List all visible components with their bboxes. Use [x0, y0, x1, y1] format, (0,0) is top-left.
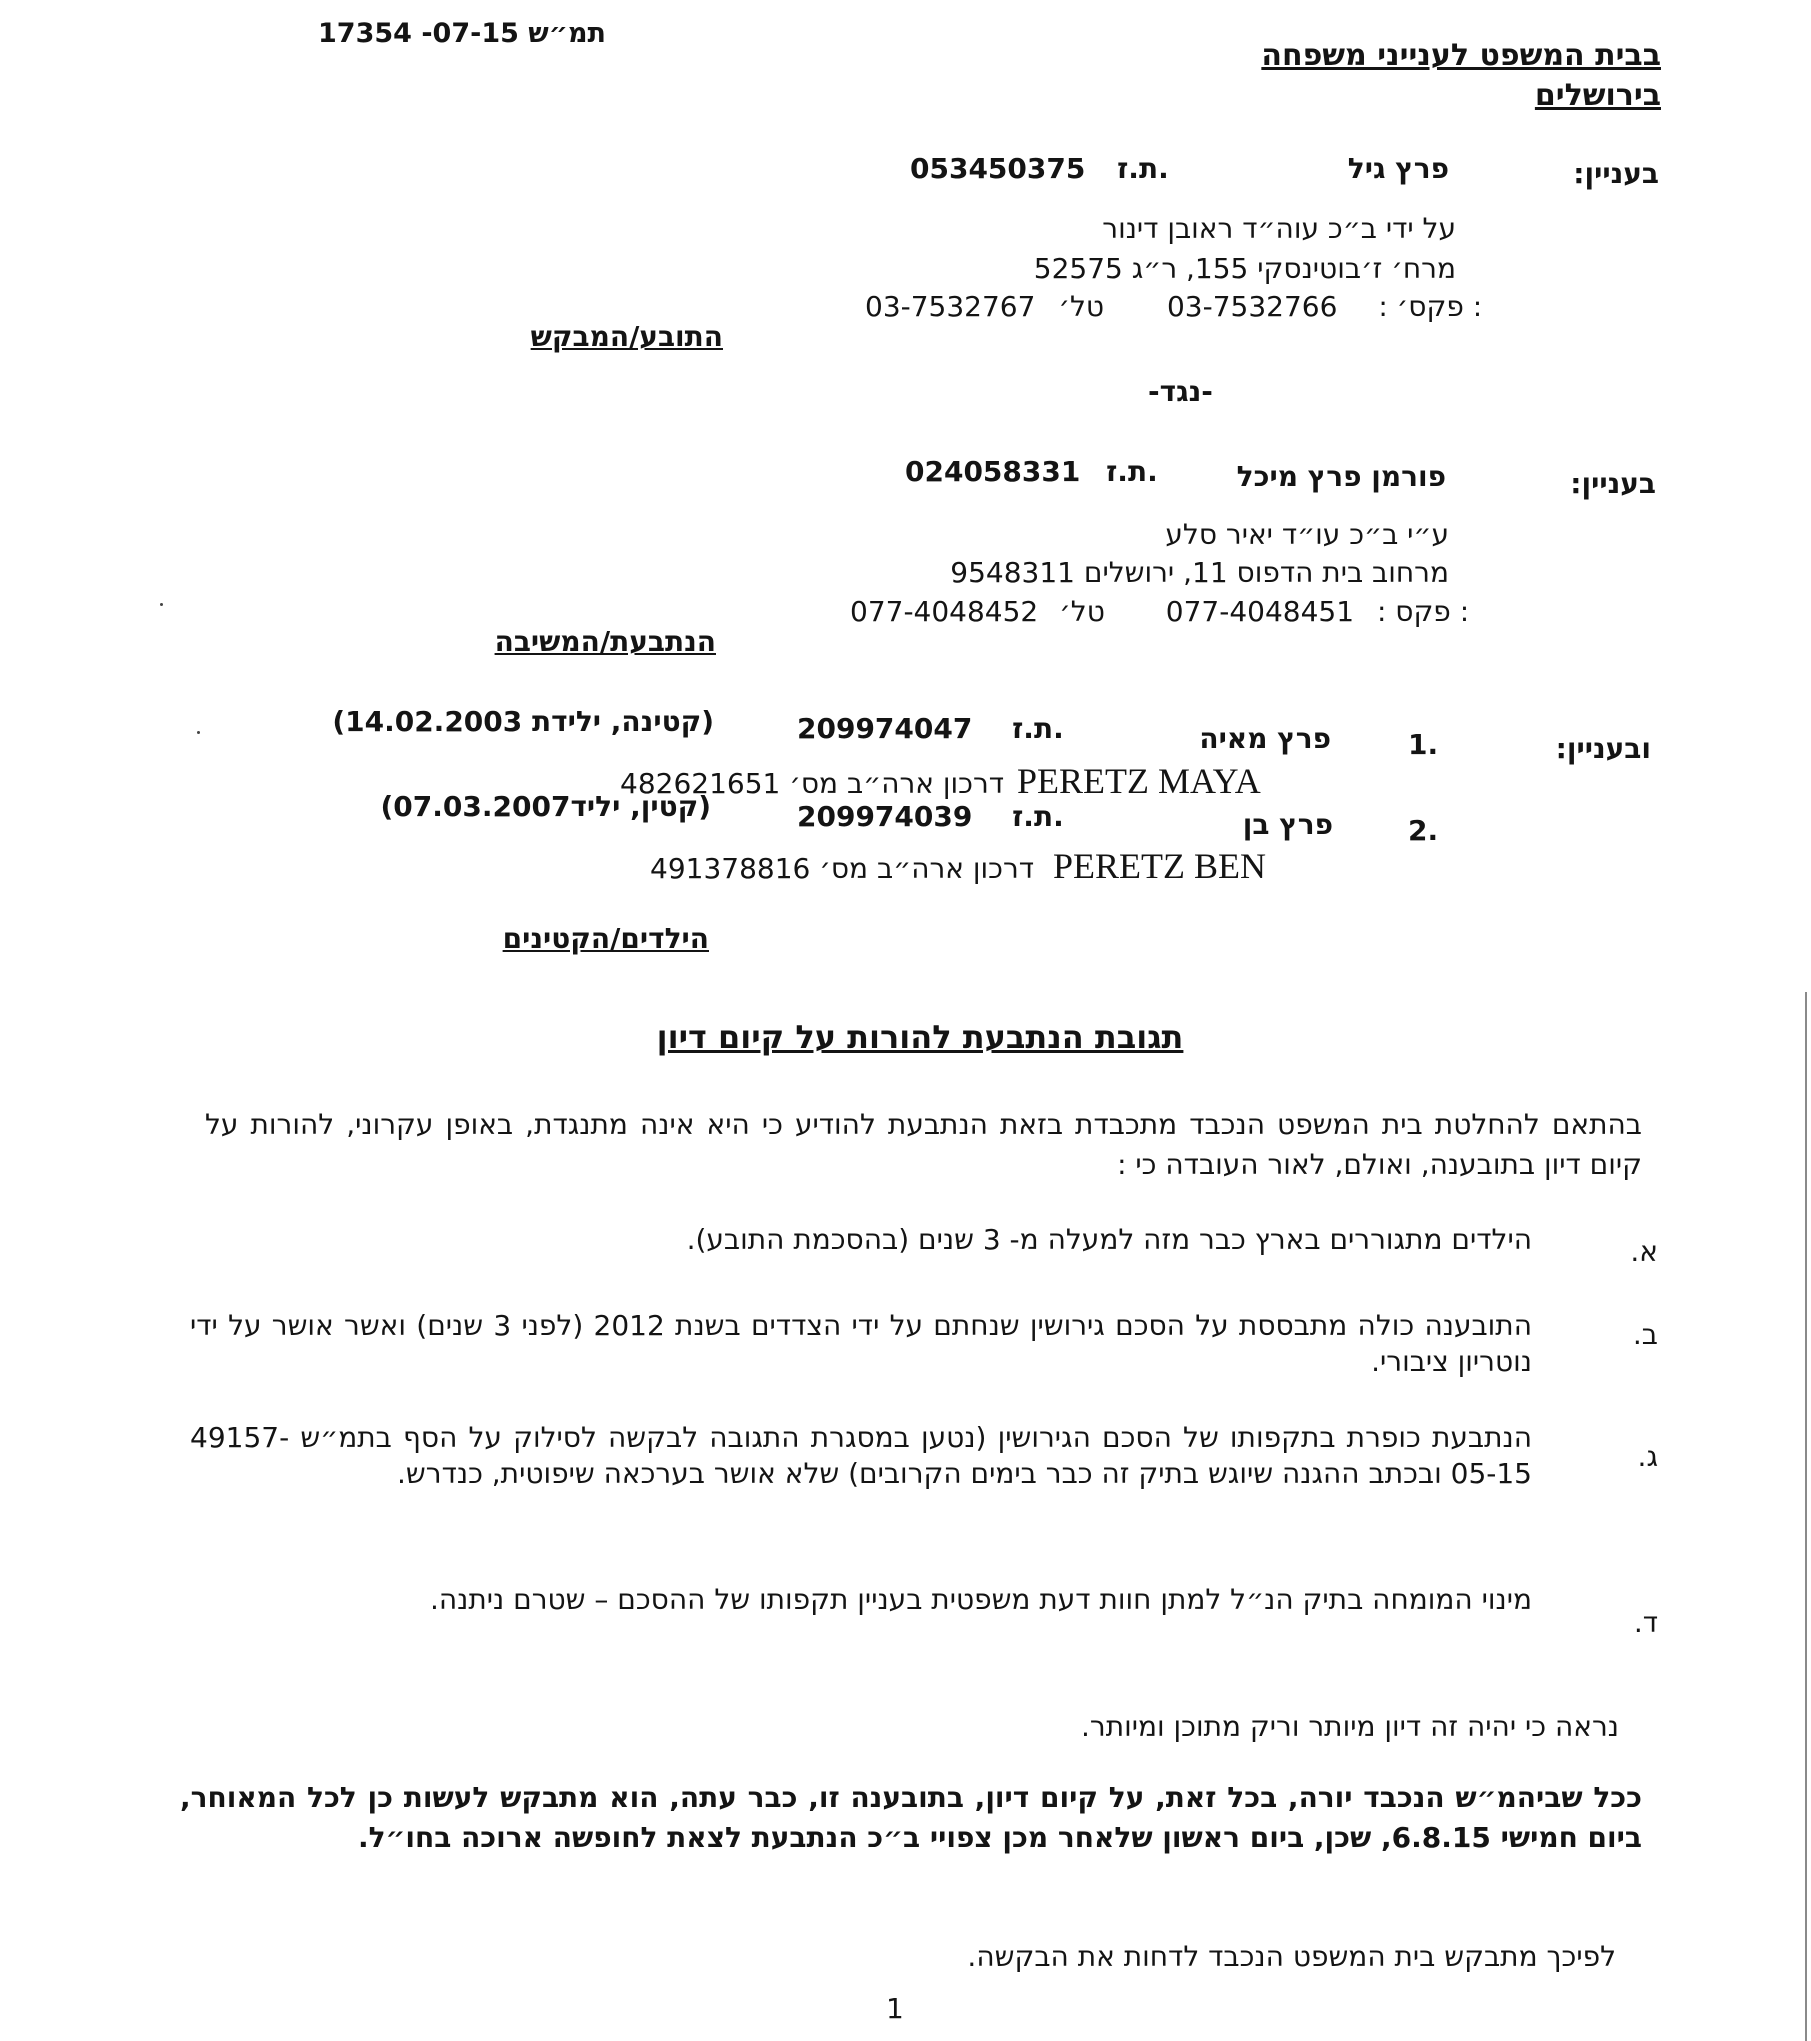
defendant-id: 024058331 ת.ז. — [905, 455, 1158, 488]
versus: -נגד- — [1148, 375, 1213, 408]
closing-line: לפיכך מתבקש בית המשפט הנכבד לדחות את הבקשה. — [967, 1940, 1616, 1973]
defendant-address: מרחוב בית הדפוס 11, ירושלים 9548311 — [950, 556, 1449, 589]
defendant-contact: 077-4048452 פקס : 077-4048451 טל׳ : — [850, 595, 1470, 628]
defendant-role: הנתבעת/המשיבה — [494, 625, 716, 658]
item-b-letter: ב. — [1632, 1318, 1658, 1351]
child-1-note: (קטינה, ילידת 14.02.2003) — [332, 705, 714, 738]
scan-speck — [197, 731, 200, 734]
plaintiff-fax: 03-7532767 — [865, 290, 1036, 323]
defendant-fax: 077-4048452 — [850, 595, 1039, 628]
scan-speck — [160, 603, 163, 606]
defendant-counsel: ע״י ב״כ עו״ד יאיר סלע — [1165, 518, 1449, 551]
case-number: 17354 -07-15 תמ״ש — [318, 18, 606, 49]
plaintiff-label: בעניין: — [1573, 157, 1659, 190]
plaintiff-contact: 03-7532767 פקס׳ : 03-7532766 טל׳ : — [865, 290, 1483, 323]
child-1-name: פרץ מאיה — [1199, 722, 1331, 755]
child-2-id: 209974039 ת.ז. — [797, 800, 1064, 833]
plaintiff-address: מרח׳ ז׳בוטינסקי 155, ר״ג 52575 — [1033, 252, 1456, 285]
conclusion-line: נראה כי יהיה זה דיון מיותר וריק מתוכן ומיותר. — [1080, 1710, 1619, 1743]
children-role: הילדים/הקטינים — [502, 922, 709, 955]
plaintiff-counsel: על ידי ב״כ עוה״ד ראובן דינור — [1102, 212, 1456, 245]
plaintiff-name: פרץ גיל — [1347, 152, 1449, 185]
child-2-note: (קטין, יליד07.03.2007) — [380, 790, 711, 823]
item-d-text: מינוי המומחה בתיק הנ״ל למתן חוות דעת משפטית בעניין תקפותו של ההסכם – שטרם ניתנה. — [429, 1583, 1532, 1616]
item-c-text: הנתבעת כופרת בתקפותו של הסכם הגירושין (נטען במסגרת התגובה לבקשה לסילוק על הסף בתמ״ש 49157-05-15 ובכתב ההגנה שיוגש בתיק זה כבר בימים הקרובים) שלא אושר בערכאה שיפוטית, כנדרש. — [190, 1421, 1532, 1490]
plaintiff-phone: 03-7532766 — [1166, 290, 1338, 323]
child-2-name: פרץ בן — [1242, 808, 1333, 841]
item-d-letter: ד. — [1633, 1606, 1658, 1639]
children-label: ובעניין: — [1555, 732, 1651, 765]
court-name: בבית המשפט לענייני משפחה — [1261, 38, 1661, 73]
item-b-text: התובענה כולה מתבססת על הסכם גירושין שנחתם על ידי הצדדים בשנת 2012 (לפני 3 שנים) ואשר אושר על ידי נוטריון ציבורי. — [190, 1309, 1532, 1378]
item-a-letter: א. — [1630, 1235, 1658, 1268]
page-number: 1 — [886, 1992, 904, 2025]
plaintiff-id: 053450375 ת.ז. — [910, 152, 1169, 185]
defendant-name: פורמן פרץ מיכל — [1236, 460, 1446, 493]
intro-paragraph: בהתאם להחלטת בית המשפט הנכבד מתכבדת בזאת הנתבעת להודיע כי היא אינה מתנגדת, באופן עקרוני, להורות על קיום דיון בתובענה, ואולם, לאור העובדה כי : — [205, 1108, 1642, 1181]
document-title: תגובת הנתבעת להורות על קיום דיון — [656, 1018, 1184, 1056]
defendant-phone: 077-4048451 — [1165, 595, 1355, 628]
item-a-text: הילדים מתגוררים בארץ כבר מזה למעלה מ- 3 שנים (בהסכמת התובע). — [686, 1223, 1532, 1256]
plaintiff-role: התובע/המבקש — [530, 320, 723, 353]
defendant-label: בעניין: — [1570, 467, 1656, 500]
child-1-id: 209974047 ת.ז. — [797, 712, 1064, 745]
court-location: בירושלים — [1534, 78, 1661, 113]
child-2-number: 2. — [1408, 814, 1439, 847]
child-1-number: 1. — [1408, 728, 1439, 761]
child-2-passport: דרכון ארה״ב מס׳ 491378816 PERETZ BEN — [650, 846, 1266, 886]
scan-edge-line — [1805, 992, 1807, 2041]
item-c-letter: ג. — [1637, 1440, 1658, 1473]
child-1-passport: דרכון ארה״ב מס׳ 482621651 PERETZ MAYA — [620, 761, 1261, 801]
request-paragraph: ככל שביהמ״ש הנכבד יורה, בכל זאת, על קיום דיון, בתובענה זו, כבר עתה, הוא מתבקש לעשות כן לכל המאוחר, ביום חמישי 6.8.15, שכן, ביום ראשון שלאחר מכן צפויי ב״כ הנתבעת לצאת לחופשה ארוכה בחו״ל. — [180, 1781, 1642, 1854]
